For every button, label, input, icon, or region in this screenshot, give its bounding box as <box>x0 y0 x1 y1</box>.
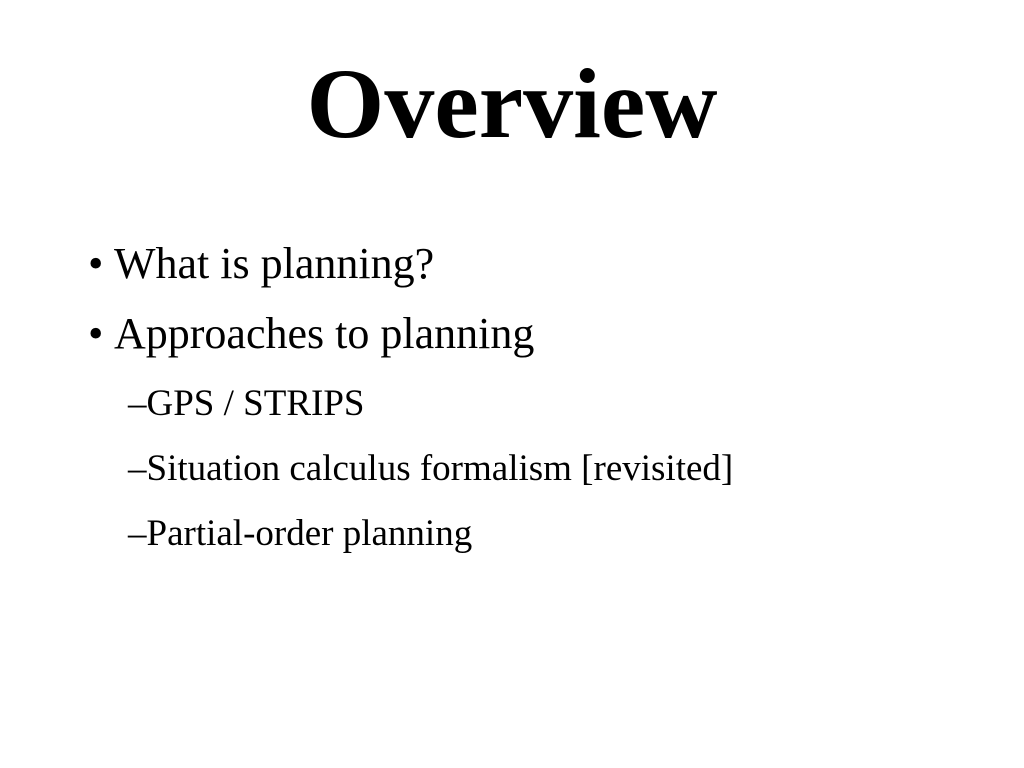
dash-marker: – <box>128 448 147 489</box>
dash-marker: – <box>128 513 147 554</box>
dash-marker: – <box>128 383 147 424</box>
slide-title: Overview <box>306 48 718 159</box>
bullet-text: Approaches to planning <box>114 309 535 358</box>
bullet-marker: • <box>88 309 104 358</box>
sub-bullet-item <box>128 512 472 556</box>
bullet-item <box>88 308 534 360</box>
bullet-marker: • <box>88 239 104 288</box>
bullet-item <box>88 238 434 290</box>
sub-bullet-text: GPS / STRIPS <box>146 383 365 424</box>
bullet-text: What is planning? <box>114 239 435 288</box>
sub-bullet-item <box>128 447 733 491</box>
sub-bullet-text: Situation calculus formalism [revisited] <box>146 448 734 489</box>
sub-bullet-item <box>128 382 365 426</box>
sub-bullet-text: Partial-order planning <box>146 513 473 554</box>
